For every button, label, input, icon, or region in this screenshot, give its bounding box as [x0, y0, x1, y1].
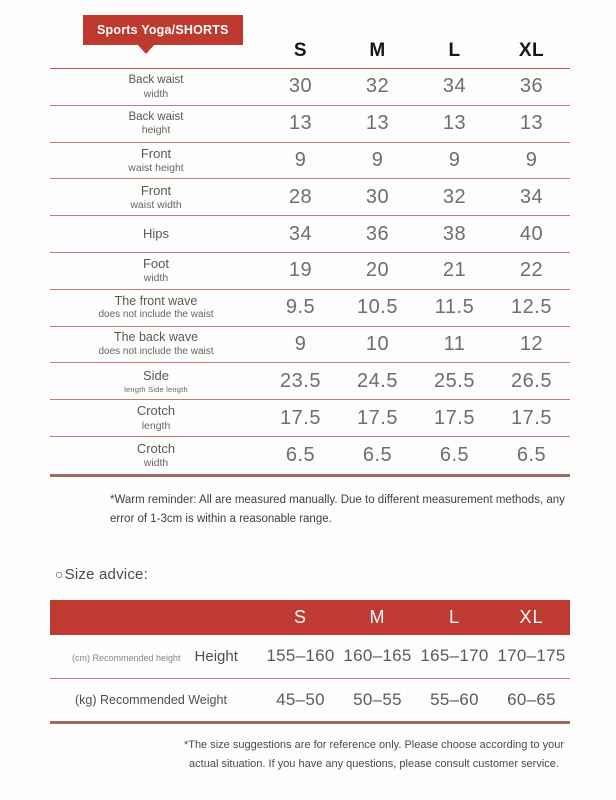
cell-value: 24.5	[357, 369, 398, 392]
cell-value: 32	[442, 185, 467, 208]
row-label	[50, 110, 262, 138]
table-row-front-waist-height	[50, 143, 570, 180]
advice-column-header-xl: XL	[519, 606, 544, 627]
cell-value: 9	[294, 332, 307, 355]
row-label-sub: does not include the waist	[98, 346, 214, 358]
row-label-main: Back waist	[128, 74, 184, 87]
circle-icon: ○	[55, 566, 64, 583]
content	[50, 0, 572, 774]
cell-value: 60–65	[507, 689, 556, 709]
size-suggestion-footnote: *The size suggestions are for reference only. Please choose according to your actual situation. If you have any questions, please consult customer service.	[183, 738, 565, 771]
cell-value: 11.5	[434, 296, 475, 319]
size-advice-table	[50, 600, 570, 724]
cell-value: 50–55	[353, 689, 402, 709]
advice-row-height	[50, 635, 570, 679]
cell-value: 20	[365, 259, 390, 282]
cell-value: 17.5	[280, 406, 321, 429]
height-label: Height	[194, 647, 238, 665]
cell-value: 21	[442, 259, 467, 282]
advice-row-weight	[50, 679, 570, 724]
row-label-sub: waist height	[128, 162, 184, 175]
size-advice-heading	[55, 566, 572, 583]
cell-value: 34	[288, 222, 313, 245]
cell-value: 160–165	[343, 646, 412, 666]
table-row-front-wave	[50, 290, 570, 327]
measurement-table	[50, 68, 570, 477]
cell-value: 6.5	[362, 443, 393, 466]
row-label-main: Front	[140, 182, 172, 198]
cell-value: 165–170	[420, 646, 489, 666]
cell-value: 155–160	[266, 646, 335, 666]
row-label-main: Crotch	[136, 403, 176, 419]
row-label-main: Foot	[142, 256, 169, 272]
row-label	[50, 146, 262, 175]
cell-value: 36	[519, 75, 544, 98]
cell-value: 12	[519, 332, 544, 355]
header-spacer	[50, 40, 262, 62]
row-label	[50, 403, 262, 432]
unit-label: (cm) Recommended height	[72, 652, 181, 663]
size-column-header-l: L	[448, 40, 461, 61]
cell-value: 55–60	[430, 689, 479, 709]
cell-value: 34	[442, 75, 467, 98]
cell-value: 17.5	[357, 406, 398, 429]
cell-value: 45–50	[276, 689, 325, 709]
row-label	[50, 73, 262, 101]
advice-column-header-s: S	[293, 606, 307, 627]
row-label	[50, 648, 262, 665]
table-row-back-waist-height	[50, 106, 570, 143]
weight-label: (kg) Recommended Weight	[75, 692, 227, 707]
size-column-header-xl: XL	[518, 40, 545, 61]
cell-value: 28	[288, 185, 313, 208]
cell-value: 13	[288, 112, 313, 135]
cell-value: 25.5	[434, 369, 475, 392]
row-label-sub: waist width	[130, 198, 182, 211]
cell-value: 9.5	[285, 296, 316, 319]
cell-value: 10	[365, 332, 390, 355]
cell-value: 32	[365, 75, 390, 98]
cell-value: 11	[443, 332, 466, 355]
size-advice-label: Size advice:	[64, 565, 148, 583]
cell-value: 17.5	[434, 406, 475, 429]
cell-value: 22	[519, 259, 544, 282]
row-label-main: Side	[142, 368, 170, 384]
row-label	[50, 441, 262, 470]
row-label-sub: length Side length	[124, 384, 188, 394]
row-label	[50, 693, 262, 707]
cell-value: 19	[288, 259, 313, 282]
row-label-main: Hips	[142, 225, 169, 241]
size-header-row	[50, 40, 570, 62]
cell-value: 30	[288, 75, 313, 98]
cell-value: 23.5	[280, 369, 321, 392]
row-label	[50, 256, 262, 285]
cell-value: 9	[448, 148, 461, 171]
table-row-front-waist-width	[50, 179, 570, 216]
warm-reminder-note: *Warm reminder: All are measured manually. Due to different measurement methods, any error of 1-3cm is within a reasonable range.	[110, 493, 565, 526]
cell-value: 6.5	[439, 443, 470, 466]
row-label-sub: width	[143, 456, 169, 469]
table-header-zone	[50, 0, 572, 68]
row-label-sub: width	[143, 87, 169, 100]
cell-value: 13	[442, 112, 467, 135]
size-column-header-s: S	[293, 40, 308, 61]
cell-value: 26.5	[511, 369, 552, 392]
row-label-sub: height	[141, 124, 171, 137]
table-row-back-wave	[50, 327, 570, 364]
row-label	[50, 330, 262, 358]
cell-value: 9	[294, 148, 307, 171]
advice-column-header-m: M	[369, 606, 386, 627]
table-row-side-length	[50, 363, 570, 400]
row-label-main: Back waist	[128, 110, 184, 123]
row-label-main: Front	[140, 145, 172, 161]
row-label-main: The back wave	[113, 330, 199, 345]
table-row-back-waist-width	[50, 69, 570, 106]
cell-value: 38	[442, 222, 467, 245]
row-label	[50, 294, 262, 322]
table-row-hips	[50, 216, 570, 253]
cell-value: 40	[519, 222, 544, 245]
row-label	[50, 183, 262, 212]
table-row-crotch-width	[50, 437, 570, 474]
cell-value: 13	[365, 112, 390, 135]
cell-value: 6.5	[285, 443, 316, 466]
row-label-main: Crotch	[136, 440, 176, 456]
cell-value: 9	[525, 148, 538, 171]
row-label-sub: does not include the waist	[98, 309, 214, 321]
row-label-sub: width	[143, 272, 169, 285]
advice-column-header-l: L	[448, 606, 460, 627]
cell-value: 6.5	[516, 443, 547, 466]
cell-value: 12.5	[511, 296, 552, 319]
cell-value: 30	[365, 185, 390, 208]
cell-value: 13	[519, 112, 544, 135]
row-label-main: The front wave	[114, 293, 198, 308]
cell-value: 170–175	[497, 646, 566, 666]
row-label	[50, 368, 262, 394]
table-row-foot-width	[50, 253, 570, 290]
cell-value: 34	[519, 185, 544, 208]
cell-value: 9	[371, 148, 384, 171]
row-label	[50, 226, 262, 242]
cell-value: 36	[365, 222, 390, 245]
cell-value: 17.5	[511, 406, 552, 429]
advice-header-bar	[50, 600, 570, 635]
size-column-header-m: M	[369, 40, 386, 61]
table-row-crotch-length	[50, 400, 570, 437]
cell-value: 10.5	[357, 296, 398, 319]
product-category-badge: Sports Yoga/SHORTS	[83, 15, 243, 45]
row-label-sub: length	[141, 419, 171, 432]
